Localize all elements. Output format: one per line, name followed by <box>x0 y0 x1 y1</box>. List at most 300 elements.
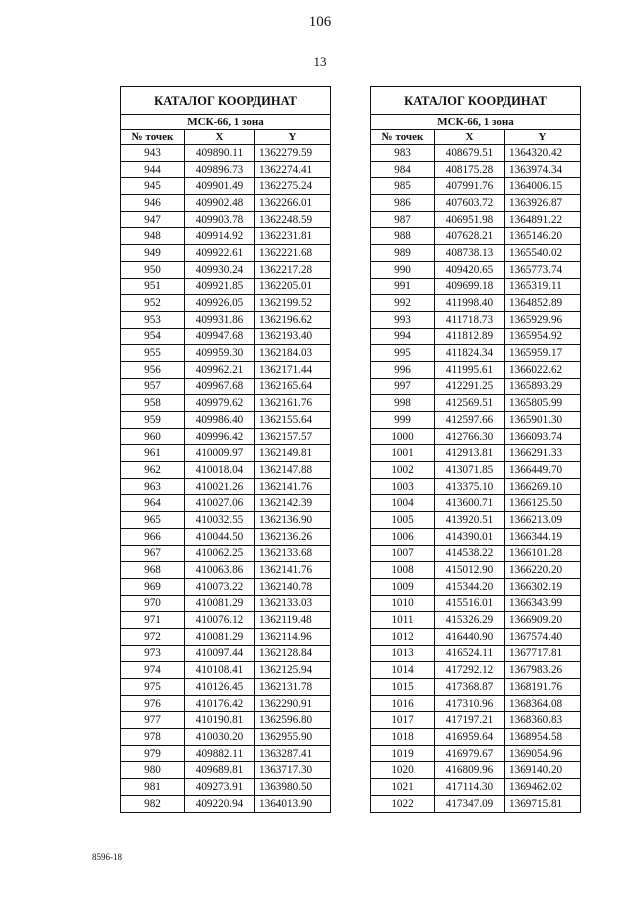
y-coordinate-cell: 1363980.50 <box>255 779 331 796</box>
x-coordinate-cell: 409947.68 <box>185 328 255 345</box>
x-coordinate-cell: 409979.62 <box>185 395 255 412</box>
x-coordinate-cell: 410018.04 <box>185 462 255 479</box>
point-number-cell: 965 <box>121 512 185 529</box>
x-coordinate-cell: 415326.29 <box>435 612 505 629</box>
table-row <box>121 412 331 429</box>
point-number-cell: 950 <box>121 261 185 278</box>
table-row <box>371 528 581 545</box>
point-number-cell: 998 <box>371 395 435 412</box>
point-number-cell: 1007 <box>371 545 435 562</box>
y-coordinate-cell: 1362133.03 <box>255 595 331 612</box>
table-row <box>371 428 581 445</box>
table-row <box>121 612 331 629</box>
table-row <box>371 578 581 595</box>
table-row <box>371 412 581 429</box>
table-row <box>371 662 581 679</box>
y-coordinate-cell: 1365319.11 <box>505 278 581 295</box>
point-number-cell: 973 <box>121 645 185 662</box>
y-coordinate-cell: 1369462.02 <box>505 779 581 796</box>
point-number-cell: 975 <box>121 679 185 696</box>
table-row <box>371 695 581 712</box>
table-row <box>121 378 331 395</box>
table-row <box>121 679 331 696</box>
point-number-cell: 997 <box>371 378 435 395</box>
column-header-y: Y <box>505 130 581 145</box>
x-coordinate-cell: 413071.85 <box>435 462 505 479</box>
table-row <box>121 695 331 712</box>
table-row <box>371 378 581 395</box>
x-coordinate-cell: 408738.13 <box>435 245 505 262</box>
page-number: 106 <box>308 14 332 30</box>
point-number-cell: 953 <box>121 311 185 328</box>
x-coordinate-cell: 410062.25 <box>185 545 255 562</box>
y-coordinate-cell: 1363974.34 <box>505 161 581 178</box>
x-coordinate-cell: 416809.96 <box>435 762 505 779</box>
point-number-cell: 976 <box>121 695 185 712</box>
y-coordinate-cell: 1362136.26 <box>255 528 331 545</box>
coordinate-catalog-table-left <box>120 86 331 813</box>
y-coordinate-cell: 1362125.94 <box>255 662 331 679</box>
table-row <box>121 729 331 746</box>
y-coordinate-cell: 1369054.96 <box>505 745 581 762</box>
y-coordinate-cell: 1366101.28 <box>505 545 581 562</box>
x-coordinate-cell: 410030.20 <box>185 729 255 746</box>
x-coordinate-cell: 412913.81 <box>435 445 505 462</box>
point-number-cell: 984 <box>371 161 435 178</box>
table-row <box>371 478 581 495</box>
y-coordinate-cell: 1366291.33 <box>505 445 581 462</box>
point-number-cell: 974 <box>121 662 185 679</box>
x-coordinate-cell: 407628.21 <box>435 228 505 245</box>
x-coordinate-cell: 417114.30 <box>435 779 505 796</box>
table-row <box>371 645 581 662</box>
x-coordinate-cell: 409962.21 <box>185 361 255 378</box>
point-number-cell: 1005 <box>371 512 435 529</box>
coordinate-catalog-table-right <box>370 86 581 813</box>
y-coordinate-cell: 1368364.08 <box>505 695 581 712</box>
table-row <box>371 495 581 512</box>
table-row <box>371 595 581 612</box>
table-row <box>371 545 581 562</box>
point-number-cell: 1018 <box>371 729 435 746</box>
point-number-cell: 996 <box>371 361 435 378</box>
table-row <box>371 745 581 762</box>
point-number-cell: 1017 <box>371 712 435 729</box>
table-row <box>371 361 581 378</box>
x-coordinate-cell: 410009.97 <box>185 445 255 462</box>
point-number-cell: 947 <box>121 211 185 228</box>
y-coordinate-cell: 1362147.88 <box>255 462 331 479</box>
x-coordinate-cell: 409420.65 <box>435 261 505 278</box>
y-coordinate-cell: 1362114.96 <box>255 628 331 645</box>
y-coordinate-cell: 1366125.50 <box>505 495 581 512</box>
table-row <box>121 445 331 462</box>
x-coordinate-cell: 410044.50 <box>185 528 255 545</box>
table-row <box>121 361 331 378</box>
x-coordinate-cell: 416524.11 <box>435 645 505 662</box>
point-number-cell: 1001 <box>371 445 435 462</box>
table-row <box>371 161 581 178</box>
x-coordinate-cell: 416979.67 <box>435 745 505 762</box>
point-number-cell: 971 <box>121 612 185 629</box>
table-row <box>121 228 331 245</box>
point-number-cell: 949 <box>121 245 185 262</box>
table-row <box>121 345 331 362</box>
table-row <box>121 645 331 662</box>
point-number-cell: 963 <box>121 478 185 495</box>
table-row <box>121 795 331 812</box>
y-coordinate-cell: 1366022.62 <box>505 361 581 378</box>
point-number-cell: 948 <box>121 228 185 245</box>
x-coordinate-cell: 411995.61 <box>435 361 505 378</box>
sub-page-number: 13 <box>313 54 327 69</box>
point-number-cell: 1004 <box>371 495 435 512</box>
point-number-cell: 960 <box>121 428 185 445</box>
x-coordinate-cell: 411812.89 <box>435 328 505 345</box>
table-row <box>371 762 581 779</box>
table-row <box>121 595 331 612</box>
y-coordinate-cell: 1362266.01 <box>255 195 331 212</box>
point-number-cell: 991 <box>371 278 435 295</box>
point-number-cell: 987 <box>371 211 435 228</box>
table-row <box>371 295 581 312</box>
x-coordinate-cell: 409890.11 <box>185 145 255 162</box>
x-coordinate-cell: 416959.64 <box>435 729 505 746</box>
table-row <box>121 495 331 512</box>
point-number-cell: 1008 <box>371 562 435 579</box>
y-coordinate-cell: 1364852.89 <box>505 295 581 312</box>
point-number-cell: 946 <box>121 195 185 212</box>
x-coordinate-cell: 410176.42 <box>185 695 255 712</box>
point-number-cell: 961 <box>121 445 185 462</box>
x-coordinate-cell: 409896.73 <box>185 161 255 178</box>
x-coordinate-cell: 410081.29 <box>185 628 255 645</box>
point-number-cell: 945 <box>121 178 185 195</box>
x-coordinate-cell: 409959.30 <box>185 345 255 362</box>
point-number-cell: 957 <box>121 378 185 395</box>
table-row <box>121 245 331 262</box>
point-number-cell: 964 <box>121 495 185 512</box>
x-coordinate-cell: 409273.91 <box>185 779 255 796</box>
x-coordinate-cell: 410076.12 <box>185 612 255 629</box>
x-coordinate-cell: 409903.78 <box>185 211 255 228</box>
y-coordinate-cell: 1364891.22 <box>505 211 581 228</box>
x-coordinate-cell: 409914.92 <box>185 228 255 245</box>
x-coordinate-cell: 409689.81 <box>185 762 255 779</box>
y-coordinate-cell: 1362131.78 <box>255 679 331 696</box>
x-coordinate-cell: 417347.09 <box>435 795 505 812</box>
point-number-cell: 982 <box>121 795 185 812</box>
point-number-cell: 952 <box>121 295 185 312</box>
y-coordinate-cell: 1362955.90 <box>255 729 331 746</box>
y-coordinate-cell: 1362231.81 <box>255 228 331 245</box>
point-number-cell: 995 <box>371 345 435 362</box>
table-row <box>371 679 581 696</box>
point-number-cell: 979 <box>121 745 185 762</box>
x-coordinate-cell: 410027.06 <box>185 495 255 512</box>
point-number-cell: 1013 <box>371 645 435 662</box>
catalog-title: КАТАЛОГ КООРДИНАТ <box>371 87 581 115</box>
table-row <box>371 211 581 228</box>
column-header-x: X <box>185 130 255 145</box>
x-coordinate-cell: 416440.90 <box>435 628 505 645</box>
y-coordinate-cell: 1365959.17 <box>505 345 581 362</box>
point-number-cell: 978 <box>121 729 185 746</box>
point-number-cell: 1020 <box>371 762 435 779</box>
x-coordinate-cell: 409922.61 <box>185 245 255 262</box>
table-row <box>371 178 581 195</box>
y-coordinate-cell: 1366343.99 <box>505 595 581 612</box>
point-number-cell: 988 <box>371 228 435 245</box>
x-coordinate-cell: 413920.51 <box>435 512 505 529</box>
y-coordinate-cell: 1362161.76 <box>255 395 331 412</box>
point-number-cell: 1012 <box>371 628 435 645</box>
y-coordinate-cell: 1364013.90 <box>255 795 331 812</box>
y-coordinate-cell: 1362221.68 <box>255 245 331 262</box>
y-coordinate-cell: 1362119.48 <box>255 612 331 629</box>
x-coordinate-cell: 409220.94 <box>185 795 255 812</box>
table-row <box>371 612 581 629</box>
y-coordinate-cell: 1362140.78 <box>255 578 331 595</box>
catalog-zone: МСК-66, 1 зона <box>371 115 581 130</box>
table-body <box>121 145 331 813</box>
point-number-cell: 1022 <box>371 795 435 812</box>
point-number-cell: 959 <box>121 412 185 429</box>
table-row <box>121 512 331 529</box>
point-number-cell: 977 <box>121 712 185 729</box>
y-coordinate-cell: 1362157.57 <box>255 428 331 445</box>
table-row <box>121 578 331 595</box>
y-coordinate-cell: 1365146.20 <box>505 228 581 245</box>
point-number-cell: 1000 <box>371 428 435 445</box>
x-coordinate-cell: 411998.40 <box>435 295 505 312</box>
point-number-cell: 990 <box>371 261 435 278</box>
table-row <box>121 178 331 195</box>
table-row <box>371 729 581 746</box>
x-coordinate-cell: 410097.44 <box>185 645 255 662</box>
table-row <box>371 562 581 579</box>
y-coordinate-cell: 1362142.39 <box>255 495 331 512</box>
point-number-cell: 989 <box>371 245 435 262</box>
table-row <box>121 278 331 295</box>
y-coordinate-cell: 1364320.42 <box>505 145 581 162</box>
x-coordinate-cell: 410032.55 <box>185 512 255 529</box>
y-coordinate-cell: 1362155.64 <box>255 412 331 429</box>
x-coordinate-cell: 409699.18 <box>435 278 505 295</box>
y-coordinate-cell: 1363717.30 <box>255 762 331 779</box>
column-header-x: X <box>435 130 505 145</box>
x-coordinate-cell: 414390.01 <box>435 528 505 545</box>
x-coordinate-cell: 412597.66 <box>435 412 505 429</box>
point-number-cell: 999 <box>371 412 435 429</box>
table-row <box>371 278 581 295</box>
table-row <box>371 445 581 462</box>
y-coordinate-cell: 1368360.83 <box>505 712 581 729</box>
y-coordinate-cell: 1363287.41 <box>255 745 331 762</box>
x-coordinate-cell: 408175.28 <box>435 161 505 178</box>
x-coordinate-cell: 407991.76 <box>435 178 505 195</box>
y-coordinate-cell: 1362279.59 <box>255 145 331 162</box>
table-row <box>121 195 331 212</box>
table-row <box>121 395 331 412</box>
y-coordinate-cell: 1365954.92 <box>505 328 581 345</box>
table-row <box>121 311 331 328</box>
column-header-point: № точек <box>371 130 435 145</box>
y-coordinate-cell: 1367574.40 <box>505 628 581 645</box>
point-number-cell: 1014 <box>371 662 435 679</box>
table-row <box>121 462 331 479</box>
x-coordinate-cell: 407603.72 <box>435 195 505 212</box>
point-number-cell: 955 <box>121 345 185 362</box>
table-row <box>371 145 581 162</box>
table-row <box>121 145 331 162</box>
x-coordinate-cell: 414538.22 <box>435 545 505 562</box>
x-coordinate-cell: 410081.29 <box>185 595 255 612</box>
point-number-cell: 986 <box>371 195 435 212</box>
table-row <box>121 662 331 679</box>
x-coordinate-cell: 409930.24 <box>185 261 255 278</box>
table-row <box>121 428 331 445</box>
point-number-cell: 1021 <box>371 779 435 796</box>
y-coordinate-cell: 1362184.03 <box>255 345 331 362</box>
point-number-cell: 983 <box>371 145 435 162</box>
x-coordinate-cell: 417310.96 <box>435 695 505 712</box>
y-coordinate-cell: 1367983.26 <box>505 662 581 679</box>
x-coordinate-cell: 409901.49 <box>185 178 255 195</box>
table-row <box>371 245 581 262</box>
table-row <box>121 712 331 729</box>
x-coordinate-cell: 410126.45 <box>185 679 255 696</box>
table-row <box>371 311 581 328</box>
x-coordinate-cell: 409996.42 <box>185 428 255 445</box>
y-coordinate-cell: 1369140.20 <box>505 762 581 779</box>
y-coordinate-cell: 1365773.74 <box>505 261 581 278</box>
y-coordinate-cell: 1362171.44 <box>255 361 331 378</box>
x-coordinate-cell: 412766.30 <box>435 428 505 445</box>
y-coordinate-cell: 1367717.81 <box>505 645 581 662</box>
x-coordinate-cell: 415344.20 <box>435 578 505 595</box>
x-coordinate-cell: 410073.22 <box>185 578 255 595</box>
y-coordinate-cell: 1366269.10 <box>505 478 581 495</box>
point-number-cell: 969 <box>121 578 185 595</box>
x-coordinate-cell: 409926.05 <box>185 295 255 312</box>
point-number-cell: 985 <box>371 178 435 195</box>
x-coordinate-cell: 415516.01 <box>435 595 505 612</box>
x-coordinate-cell: 409967.68 <box>185 378 255 395</box>
x-coordinate-cell: 409921.85 <box>185 278 255 295</box>
y-coordinate-cell: 1365901.30 <box>505 412 581 429</box>
table-row <box>121 745 331 762</box>
y-coordinate-cell: 1369715.81 <box>505 795 581 812</box>
table-row <box>121 161 331 178</box>
point-number-cell: 956 <box>121 361 185 378</box>
table-row <box>371 261 581 278</box>
point-number-cell: 980 <box>121 762 185 779</box>
point-number-cell: 1019 <box>371 745 435 762</box>
y-coordinate-cell: 1362136.90 <box>255 512 331 529</box>
table-row <box>121 545 331 562</box>
table-row <box>371 628 581 645</box>
x-coordinate-cell: 412291.25 <box>435 378 505 395</box>
x-coordinate-cell: 409931.86 <box>185 311 255 328</box>
x-coordinate-cell: 417368.87 <box>435 679 505 696</box>
y-coordinate-cell: 1362141.76 <box>255 478 331 495</box>
y-coordinate-cell: 1366213.09 <box>505 512 581 529</box>
y-coordinate-cell: 1362205.01 <box>255 278 331 295</box>
table-row <box>121 628 331 645</box>
y-coordinate-cell: 1362141.76 <box>255 562 331 579</box>
point-number-cell: 951 <box>121 278 185 295</box>
x-coordinate-cell: 413375.10 <box>435 478 505 495</box>
point-number-cell: 1011 <box>371 612 435 629</box>
x-coordinate-cell: 411824.34 <box>435 345 505 362</box>
catalog-zone: МСК-66, 1 зона <box>121 115 331 130</box>
point-number-cell: 962 <box>121 462 185 479</box>
table-row <box>371 712 581 729</box>
y-coordinate-cell: 1362248.59 <box>255 211 331 228</box>
y-coordinate-cell: 1366302.19 <box>505 578 581 595</box>
table-row <box>371 779 581 796</box>
footer-code: 8596-18 <box>92 852 122 862</box>
table-row <box>371 462 581 479</box>
x-coordinate-cell: 410108.41 <box>185 662 255 679</box>
x-coordinate-cell: 417292.12 <box>435 662 505 679</box>
x-coordinate-cell: 412569.51 <box>435 395 505 412</box>
point-number-cell: 958 <box>121 395 185 412</box>
table-body <box>371 145 581 813</box>
y-coordinate-cell: 1362133.68 <box>255 545 331 562</box>
y-coordinate-cell: 1364006.15 <box>505 178 581 195</box>
y-coordinate-cell: 1368191.76 <box>505 679 581 696</box>
y-coordinate-cell: 1365540.02 <box>505 245 581 262</box>
y-coordinate-cell: 1365805.99 <box>505 395 581 412</box>
y-coordinate-cell: 1362128.84 <box>255 645 331 662</box>
y-coordinate-cell: 1362199.52 <box>255 295 331 312</box>
table-row <box>121 562 331 579</box>
x-coordinate-cell: 411718.73 <box>435 311 505 328</box>
table-row <box>371 395 581 412</box>
point-number-cell: 966 <box>121 528 185 545</box>
point-number-cell: 1010 <box>371 595 435 612</box>
table-row <box>371 195 581 212</box>
table-row <box>371 228 581 245</box>
y-coordinate-cell: 1362290.91 <box>255 695 331 712</box>
table-row <box>121 528 331 545</box>
y-coordinate-cell: 1366220.20 <box>505 562 581 579</box>
x-coordinate-cell: 410190.81 <box>185 712 255 729</box>
point-number-cell: 981 <box>121 779 185 796</box>
x-coordinate-cell: 409902.48 <box>185 195 255 212</box>
point-number-cell: 1002 <box>371 462 435 479</box>
y-coordinate-cell: 1366093.74 <box>505 428 581 445</box>
y-coordinate-cell: 1362217.28 <box>255 261 331 278</box>
catalog-title: КАТАЛОГ КООРДИНАТ <box>121 87 331 115</box>
x-coordinate-cell: 409986.40 <box>185 412 255 429</box>
x-coordinate-cell: 413600.71 <box>435 495 505 512</box>
point-number-cell: 944 <box>121 161 185 178</box>
table-row <box>371 345 581 362</box>
point-number-cell: 1006 <box>371 528 435 545</box>
table-row <box>121 295 331 312</box>
point-number-cell: 967 <box>121 545 185 562</box>
x-coordinate-cell: 410063.86 <box>185 562 255 579</box>
y-coordinate-cell: 1366909.20 <box>505 612 581 629</box>
column-header-y: Y <box>255 130 331 145</box>
y-coordinate-cell: 1362275.24 <box>255 178 331 195</box>
y-coordinate-cell: 1365893.29 <box>505 378 581 395</box>
table-row <box>121 211 331 228</box>
table-row <box>121 762 331 779</box>
